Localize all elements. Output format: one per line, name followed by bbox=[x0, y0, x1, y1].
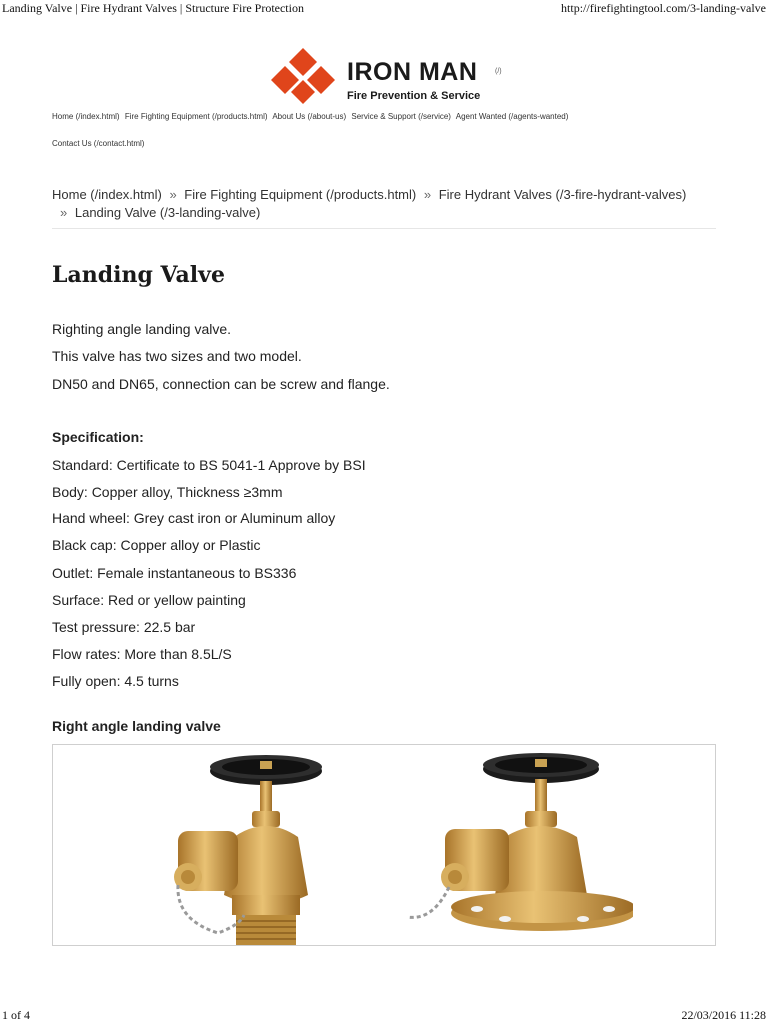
logo-link-text: (/) bbox=[495, 68, 502, 75]
spec-item: Surface: Red or yellow painting bbox=[52, 592, 246, 608]
nav-item-agents[interactable]: Agent Wanted (/agents-wanted) bbox=[455, 112, 569, 121]
print-page-url: http://firefightingtool.com/3-landing-valve bbox=[561, 1, 766, 15]
product-image bbox=[52, 744, 716, 946]
intro-line: DN50 and DN65, connection can be screw and flange. bbox=[52, 376, 390, 392]
product-subheading: Right angle landing valve bbox=[52, 718, 221, 734]
logo-brand-name: IRON MAN bbox=[347, 58, 478, 86]
specification-heading: Specification: bbox=[52, 429, 144, 445]
spec-item: Standard: Certificate to BS 5041-1 Approve by BSI bbox=[52, 457, 366, 473]
breadcrumb bbox=[52, 186, 716, 229]
nav-item-about[interactable]: About Us (/about-us) bbox=[272, 112, 347, 121]
breadcrumb-products[interactable]: Fire Fighting Equipment (/products.html) bbox=[184, 187, 417, 202]
spec-item: Hand wheel: Grey cast iron or Aluminum alloy bbox=[52, 510, 336, 526]
diamond-logo-icon bbox=[263, 46, 343, 108]
spec-item: Body: Copper alloy, Thickness ≥3mm bbox=[52, 484, 283, 500]
nav-item-contact[interactable]: Contact Us (/contact.html) bbox=[52, 139, 145, 148]
spec-item: Fully open: 4.5 turns bbox=[52, 673, 179, 689]
logo-tagline: Fire Prevention & Service bbox=[347, 90, 481, 102]
breadcrumb-separator: » bbox=[423, 187, 432, 202]
intro-line: This valve has two sizes and two model. bbox=[52, 348, 302, 364]
print-header bbox=[0, 0, 768, 18]
site-logo[interactable] bbox=[263, 46, 523, 108]
nav-item-products[interactable]: Fire Fighting Equipment (/products.html) bbox=[124, 112, 268, 121]
spec-item: Test pressure: 22.5 bar bbox=[52, 619, 196, 635]
print-footer bbox=[0, 1006, 768, 1024]
breadcrumb-hydrant-valves[interactable]: Fire Hydrant Valves (/3-fire-hydrant-valves) bbox=[438, 187, 687, 202]
screw-landing-valve-image bbox=[148, 745, 348, 946]
top-navigation bbox=[52, 111, 732, 148]
page-title: Landing Valve bbox=[52, 262, 225, 288]
intro-line: Righting angle landing valve. bbox=[52, 321, 232, 337]
breadcrumb-separator: » bbox=[169, 187, 177, 202]
nav-item-service[interactable]: Service & Support (/service) bbox=[351, 112, 451, 121]
spec-item: Outlet: Female instantaneous to BS336 bbox=[52, 565, 297, 581]
breadcrumb-landing-valve[interactable]: Landing Valve (/3-landing-valve) bbox=[74, 205, 261, 220]
print-date: 22/03/2016 11:28 bbox=[681, 1008, 766, 1022]
spec-item: Flow rates: More than 8.5L/S bbox=[52, 646, 232, 662]
spec-item: Black cap: Copper alloy or Plastic bbox=[52, 537, 261, 553]
nav-item-home[interactable]: Home (/index.html) bbox=[52, 112, 120, 121]
breadcrumb-home[interactable]: Home (/index.html) bbox=[52, 187, 162, 202]
breadcrumb-separator: » bbox=[60, 205, 68, 220]
print-page-title: Landing Valve | Fire Hydrant Valves | Structure Fire Protection bbox=[2, 1, 304, 15]
page-counter: 1 of 4 bbox=[2, 1008, 30, 1022]
flange-landing-valve-image bbox=[393, 745, 633, 946]
